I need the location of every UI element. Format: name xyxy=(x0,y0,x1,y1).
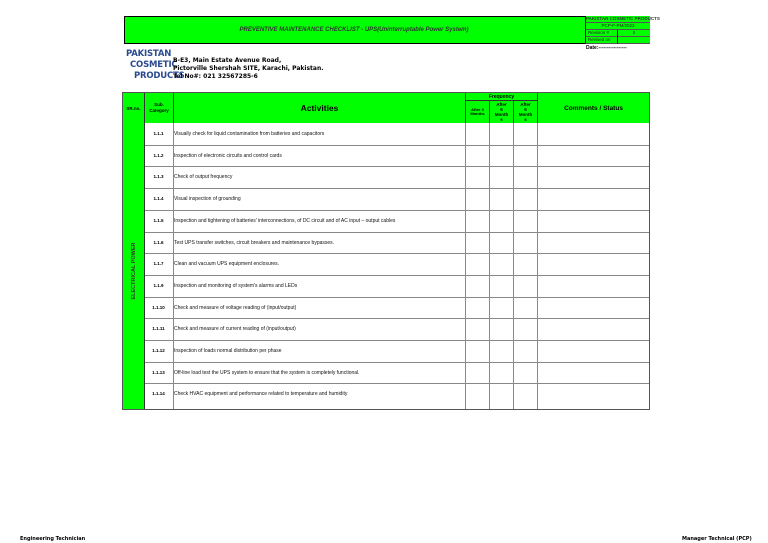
activity-text: Check and measure of voltage reading of (input/output) xyxy=(174,304,297,311)
sub-category-number: 1.1.4 xyxy=(153,196,164,202)
freq-6-months-a-check[interactable] xyxy=(490,211,513,231)
address-line-3: Tel No#: 021 32567285-6 xyxy=(173,73,258,80)
activity-text: Inspection and monitoring of system's alarms and LEDs xyxy=(174,282,298,289)
company-logo xyxy=(126,45,185,85)
address-line-2: Pictorville Shershah SITE, Karachi, Pakistan. xyxy=(173,65,324,72)
comments-cell[interactable] xyxy=(538,341,649,361)
activity-text: Inspection of loads normal distribution per phase xyxy=(174,348,282,354)
sub-category-number: 1.1.2 xyxy=(153,152,164,158)
activity-text: Inspection of electronic circuits and control cards xyxy=(174,152,282,159)
freq-3-months-check[interactable] xyxy=(466,124,489,144)
date-field[interactable]: Date:----------------- xyxy=(586,45,627,51)
freq-6-months-a-check[interactable] xyxy=(490,233,513,253)
freq-3-months-check[interactable] xyxy=(466,341,489,361)
sub-category-number: 1.1.3 xyxy=(153,174,164,180)
manager-signature: Manager Technical (PCP) xyxy=(682,536,752,542)
revised-on-value-cell xyxy=(617,37,650,44)
comments-cell[interactable] xyxy=(538,189,649,209)
logo-line-1: PAKISTAN xyxy=(126,49,172,59)
freq-3-months-check[interactable] xyxy=(466,319,489,339)
sub-category-number: 1.1.12 xyxy=(152,348,165,353)
freq-3-months-check[interactable] xyxy=(466,254,489,274)
col-freq-6-months-b: After 6 Month s xyxy=(514,101,538,123)
freq-6-months-a-check[interactable] xyxy=(490,167,513,187)
freq-6-months-a-check[interactable] xyxy=(490,319,513,339)
revised-on-label-cell: Revised on xyxy=(585,37,617,44)
activity-text: Visual inspection of grounding xyxy=(174,196,241,203)
freq-6-months-b-check[interactable] xyxy=(514,254,537,274)
company-address xyxy=(173,57,324,81)
activity-text: Visually check for liquid contamination from batteries and capacitors xyxy=(174,131,325,137)
freq-6-months-a-check[interactable] xyxy=(490,146,513,166)
comments-cell[interactable] xyxy=(538,319,649,339)
comments-cell[interactable] xyxy=(538,276,649,296)
comments-cell[interactable] xyxy=(538,298,649,318)
revision-label-cell: Revision # xyxy=(585,30,617,37)
sub-category-number: 1.1.5 xyxy=(153,217,164,223)
freq-6-months-b-check[interactable] xyxy=(514,189,537,209)
form-code-cell: PCP-F-PM/2023 xyxy=(585,23,650,30)
freq-6-months-b-check[interactable] xyxy=(514,167,537,187)
technician-signature: Engineering Technician xyxy=(20,536,86,542)
revision-value-cell: 0 xyxy=(617,30,650,37)
freq-6-months-b-check[interactable] xyxy=(514,124,537,144)
comments-cell[interactable] xyxy=(538,233,649,253)
freq-6-months-a-check[interactable] xyxy=(490,384,513,404)
section-label: ELECTRICAL POWER xyxy=(131,242,137,300)
comments-cell[interactable] xyxy=(538,384,649,404)
activity-text: Check of output frequency xyxy=(174,174,233,181)
logo-line-2: COSMETIC xyxy=(130,60,178,70)
col-sub-category: Sub. Category xyxy=(145,93,174,123)
freq-6-months-a-check[interactable] xyxy=(490,363,513,383)
freq-3-months-check[interactable] xyxy=(466,276,489,296)
freq-6-months-b-check[interactable] xyxy=(514,211,537,231)
sub-category-number: 1.1.10 xyxy=(152,304,165,310)
freq-6-months-b-check[interactable] xyxy=(514,233,537,253)
freq-6-months-b-check[interactable] xyxy=(514,384,537,404)
freq-6-months-b-check[interactable] xyxy=(514,341,537,361)
activity-text: Inspection and tightening of batteries' interconnections, of DC circuit and of AC input – output cables xyxy=(174,217,396,224)
logo-line-3: PRODUCTS xyxy=(134,71,185,81)
freq-6-months-b-check[interactable] xyxy=(514,276,537,296)
checklist-table xyxy=(122,92,650,410)
sub-category-number: 1.1.6 xyxy=(153,239,164,245)
comments-cell[interactable] xyxy=(538,167,649,187)
sub-category-number: 1.1.13 xyxy=(152,369,165,375)
col-sr-no: SR.no. xyxy=(123,93,145,123)
section-cell xyxy=(123,123,145,409)
freq-6-months-b-check[interactable] xyxy=(514,146,537,166)
freq-6-months-b-check[interactable] xyxy=(514,298,537,318)
comments-cell[interactable] xyxy=(538,124,649,144)
freq-3-months-check[interactable] xyxy=(466,298,489,318)
sub-category-number: 1.1.7 xyxy=(153,261,164,267)
freq-6-months-a-check[interactable] xyxy=(490,189,513,209)
sub-category-number: 1.1.9 xyxy=(153,282,164,288)
comments-cell[interactable] xyxy=(538,146,649,166)
sub-category-number: 1.1.11 xyxy=(152,326,165,332)
sub-category-number: 1.1.14 xyxy=(152,391,165,397)
comments-cell[interactable] xyxy=(538,254,649,274)
activity-text: Off-line load test the UPS system to ensure that the system is completely functional. xyxy=(174,369,360,376)
comments-cell[interactable] xyxy=(538,363,649,383)
col-activities: Activities xyxy=(174,93,466,123)
freq-3-months-check[interactable] xyxy=(466,167,489,187)
sub-category-number: 1.1.1 xyxy=(153,131,164,136)
activity-text: Test UPS transfer switches, circuit breakers and maintenance bypasses. xyxy=(174,239,335,246)
comments-cell[interactable] xyxy=(538,211,649,231)
form-title: PREVENTIVE MAINTENANCE CHECKLIST - UPS(Uninterruptable Power System) xyxy=(239,27,469,33)
freq-6-months-b-check[interactable] xyxy=(514,319,537,339)
freq-3-months-check[interactable] xyxy=(466,384,489,404)
freq-3-months-check[interactable] xyxy=(466,233,489,253)
freq-6-months-a-check[interactable] xyxy=(490,254,513,274)
freq-6-months-a-check[interactable] xyxy=(490,298,513,318)
freq-3-months-check[interactable] xyxy=(466,363,489,383)
col-frequency: Frequency xyxy=(466,93,538,101)
col-freq-6-months-a: After 6 Month s xyxy=(490,101,514,123)
freq-6-months-a-check[interactable] xyxy=(490,276,513,296)
col-comments-status: Comments / Status xyxy=(538,93,649,123)
freq-3-months-check[interactable] xyxy=(466,146,489,166)
freq-3-months-check[interactable] xyxy=(466,189,489,209)
activity-text: Clean and vacuum UPS equipment enclosures. xyxy=(174,261,280,268)
freq-3-months-check[interactable] xyxy=(466,211,489,231)
freq-6-months-a-check[interactable] xyxy=(490,341,513,361)
col-freq-3-months: After 3 Months xyxy=(466,101,490,123)
activity-text: Check and measure of current reading of (input/output) xyxy=(174,326,296,333)
freq-6-months-a-check[interactable] xyxy=(490,124,513,144)
address-line-1: B-E3, Main Estate Avenue Road, xyxy=(173,57,282,64)
freq-6-months-b-check[interactable] xyxy=(514,363,537,383)
company-name-cell: PAKISTAN COSMETIC PRODUCTS xyxy=(586,16,660,21)
activity-text: Check HVAC equipment and performance related to temperature and humidity xyxy=(174,391,348,398)
